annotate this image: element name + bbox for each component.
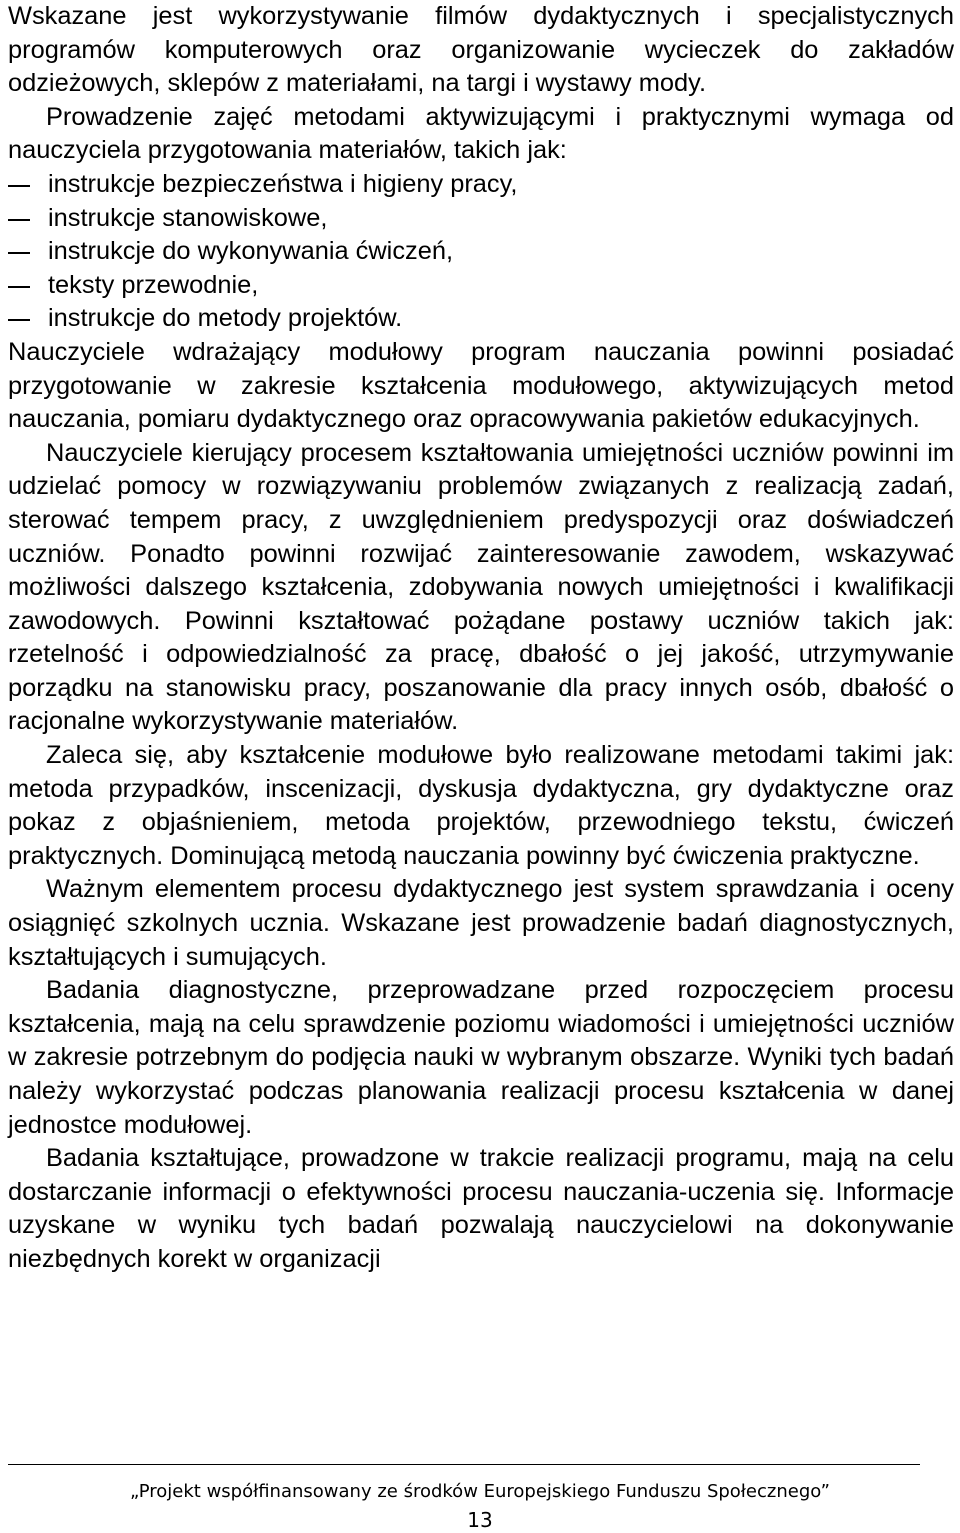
paragraph-teacher-qualifications: Nauczyciele wdrażający modułowy program nauczania powinni posiadać przygotowanie w zakresie kształcenia modułowego, aktywizujących metod nauczania, pomiaru dydaktycznego oraz opracowywania pakietów edukacyjnych. [8, 337, 954, 434]
paragraph-assessment-system: Ważnym elementem procesu dydaktycznego jest system sprawdzania i oceny osiągnięć szkolnych ucznia. Wskazane jest prowadzenie badań diagnostycznych, kształtujących i sumujących. [8, 875, 954, 971]
paragraph-teaching-aids: Wskazane jest wykorzystywanie filmów dydaktycznych i specjalistycznych programów komputerowych oraz organizowanie wycieczek do zakładów odzieżowych, sklepów z materiałami, na targi i wystawy mody. [8, 2, 954, 98]
list-item: instrukcje stanowiskowe, [8, 202, 954, 236]
paragraph-formative-tests: Badania kształtujące, prowadzone w trakcie realizacji programu, mają na celu dostarczanie informacji o efektywności procesu nauczania-uczenia się. Informacje uzyskane w wyniku tych badań pozwalają nauczycielowi na dokonywanie niezbędnych korekt w organizacji [8, 1144, 954, 1273]
dash-bullet-icon [8, 319, 30, 321]
list-item: instrukcje do wykonywania ćwiczeń, [8, 235, 954, 269]
dash-bullet-icon [8, 252, 30, 254]
list-item: teksty przewodnie, [8, 269, 954, 303]
paragraph-recommended-methods: Zaleca się, aby kształcenie modułowe było realizowane metodami takimi jak: metoda przypadków, inscenizacji, dyskusja dydaktyczna, gry dydaktyczne oraz pokaz z objaśnieniem, metoda projektów, przewodniego tekstu, ćwiczeń praktycznych. Dominującą metodą nauczania powinny być ćwiczenia praktyczne. [8, 741, 954, 870]
document-page [8, 0, 954, 1277]
dash-bullet-icon [8, 185, 30, 187]
dash-bullet-icon [8, 219, 30, 221]
list-item: instrukcje do metody projektów. [8, 302, 954, 336]
list-item: instrukcje bezpieczeństwa i higieny pracy, [8, 168, 954, 202]
paragraph-teacher-role: Nauczyciele kierujący procesem kształtowania umiejętności uczniów powinni im udzielać pomocy w rozwiązywaniu problemów związanych z realizacją zadań, sterować tempem pracy, z uwzględnieniem predyspozycji oraz doświadczeń uczniów. Ponadto powinni rozwijać zainteresowanie zawodem, wskazywać możliwości dalszego kształcenia, zdobywania nowych umiejętności i kwalifikacji zawodowych. Powinni kształtować pożądane postawy uczniów takich jak: rzetelność i odpowiedzialność za pracę, dbałość o jej jakość, utrzymywanie porządku na stanowisku pracy, poszanowanie dla pracy innych osób, dbałość o racjonalne wykorzystywanie materiałów. [8, 438, 954, 736]
paragraph-active-methods: Prowadzenie zajęć metodami aktywizującymi i praktycznymi wymaga od nauczyciela przygotowania materiałów, takich jak: [8, 102, 954, 165]
page-number: 13 [467, 1508, 493, 1532]
footer-divider [8, 1464, 920, 1465]
dash-bullet-icon [8, 286, 30, 288]
materials-list [8, 168, 954, 336]
funding-note: „Projekt współfinansowany ze środków Europejskiego Funduszu Społecznego” [130, 1481, 830, 1502]
paragraph-diagnostic-tests: Badania diagnostyczne, przeprowadzane przed rozpoczęciem procesu kształcenia, mają na celu sprawdzenie poziomu wiadomości i umiejętności uczniów w zakresie potrzebnym do podjęcia nauki w wybranym obszarze. Wyniki tych badań należy wykorzystać podczas planowania realizacji procesu kształcenia w danej jednostce modułowej. [8, 976, 954, 1139]
